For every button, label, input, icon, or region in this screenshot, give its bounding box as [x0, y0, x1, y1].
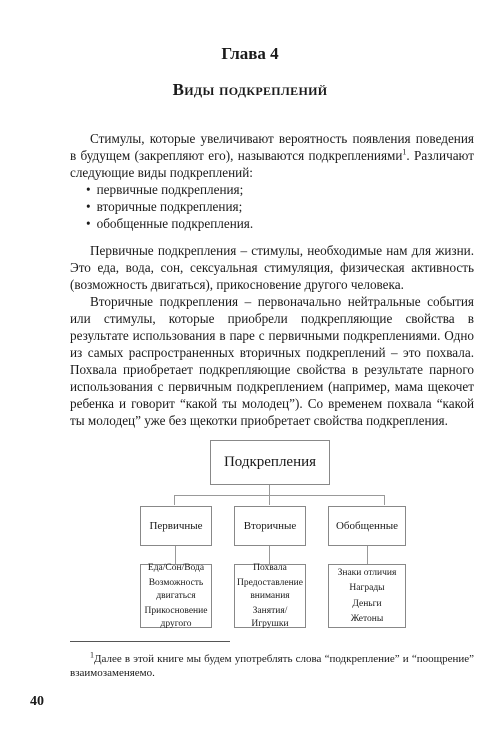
list-item: • вторичные подкрепления; — [86, 198, 466, 215]
connector-line — [174, 495, 175, 505]
primary-text: Первичные подкрепления – стимулы, необходимые нам для жизни. Это еда, вода, сон, сексуальная стимуляция, физическая активность (возможность двигаться), прикосновение другого человека. — [70, 243, 474, 292]
example-item: Деньги — [352, 598, 382, 609]
branch-primary-box: Первичные — [140, 506, 212, 546]
branch-secondary-box: Вторичные — [234, 506, 306, 546]
primary-paragraph — [70, 242, 474, 293]
types-list — [86, 181, 466, 232]
example-item: Предоставление внимания — [237, 578, 303, 601]
example-item: Знаки отличия — [337, 567, 397, 578]
secondary-text: Вторичные подкрепления – первоначально нейтральные события или стимулы, которые приобрели подкрепляющие свойства в результате использования в паре с первичными подкреплениями. Одно из самых распространенных вторичных подкреплений – это похвала. Похвала приобретает подкрепляющие свойства в результате парного использования с первичным подкреплением (например, мама щекочет ребенка и говорит “какой ты молодец”). Со временем похвала “какой ты молодец” уже без щекотки приобретает свойства подкрепления. — [70, 294, 474, 428]
example-item: Еда/Сон/Вода — [147, 562, 205, 573]
connector-line — [367, 546, 368, 564]
footnote-reference: 1 — [402, 147, 407, 157]
list-item: • первичные подкрепления; — [86, 181, 466, 198]
generalized-examples-box — [328, 564, 406, 628]
intro-tail: . Различают следующие виды подкреплений: — [70, 148, 474, 180]
connector-line — [269, 485, 270, 495]
chapter-heading: Глава 4 — [221, 44, 279, 63]
example-item: Занятия/ Игрушки — [251, 606, 289, 629]
footnote — [70, 652, 474, 680]
footnote-text: Далее в этой книге мы будем употреблять слова “подкрепление” и “поощрение” взаимозаменяемо. — [70, 653, 474, 679]
reinforcement-diagram — [70, 440, 474, 630]
intro-text: Стимулы, которые увеличивают вероятность появления поведения в будущем (закрепляют его), называются подкреплениями — [70, 131, 474, 163]
example-item: Награды — [349, 583, 385, 593]
primary-examples-box — [140, 564, 212, 628]
connector-line — [269, 495, 270, 505]
example-item: Жетоны — [350, 614, 384, 624]
list-item: • обобщенные подкрепления. — [86, 215, 466, 232]
chapter-title: Виды подкреплений — [172, 80, 328, 99]
example-item: Возможность двигаться — [148, 578, 204, 601]
secondary-paragraph — [70, 293, 474, 429]
connector-line — [174, 495, 384, 496]
footnote-mark: 1 — [90, 650, 94, 660]
secondary-examples-box — [234, 564, 306, 628]
intro-paragraph — [70, 130, 474, 181]
example-item: Похвала — [253, 562, 287, 573]
connector-line — [384, 495, 385, 505]
page-number: 40 — [30, 694, 44, 709]
footnote-divider — [70, 641, 230, 642]
example-item: Прикосновение другого — [144, 606, 208, 629]
branch-generalized-box: Обобщенные — [328, 506, 406, 546]
diagram-root-box: Подкрепления — [210, 440, 330, 485]
